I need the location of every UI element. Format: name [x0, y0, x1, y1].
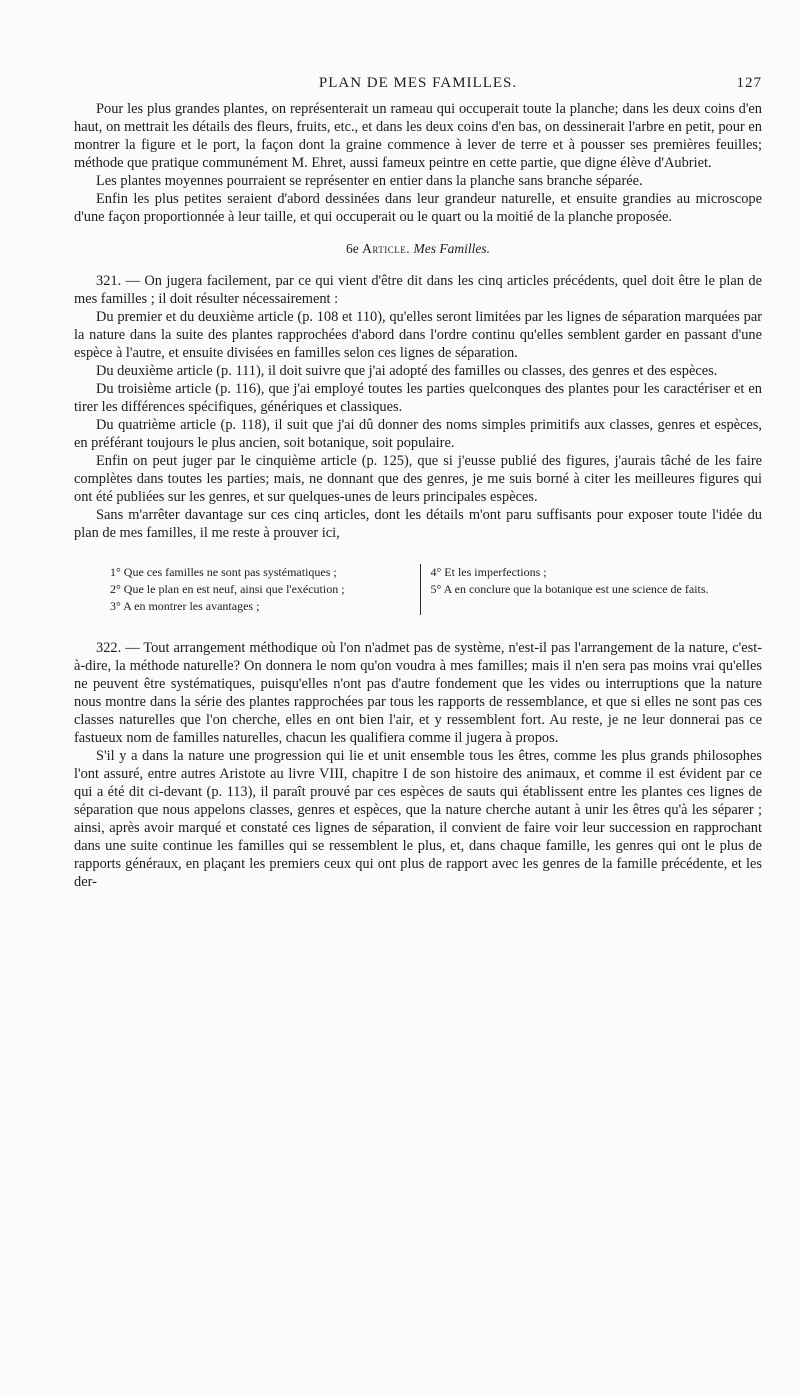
paragraph: Les plantes moyennes pourraient se représenter en entier dans la planche sans branche séparée. [96, 173, 643, 189]
list-item: 2° Que le plan en est neuf, ainsi que l'exécution ; [110, 582, 345, 596]
list-item: 1° Que ces familles ne sont pas systématiques ; [110, 565, 337, 579]
paragraph: Enfin on peut juger par le cinquième article (p. 125), que si j'eusse publié des figures, j'aurais tâché de les faire complètes dans toutes les parties; mais, ne donnant que des genres, je me suis borné à citer les meilleures figures qui ont été publiées sur les genres, et sur quelques-unes de leurs principales espèces. [74, 453, 762, 505]
running-head [74, 75, 762, 95]
paragraph: S'il y a dans la nature une progression qui lie et unit ensemble tous les êtres, comme les plus grands philosophes l'ont assuré, entre autres Aristote au livre VIII, chapitre I de son histoire des animaux, et comme il est évident par ce qui a été dit ci-devant (p. 113), il paraît prouvé par ces espèces de sauts qui établissent entre les plantes ces lignes de séparation que nous appelons classes, genres et espèces, que la nature cherche autant à unir les êtres qu'à les séparer ; ainsi, après avoir marqué et constaté ces lignes de séparation, il convient de faire voir leur succession en rapprochant dans une suite continue les familles qui se ressemblent le plus, et, dans chaque famille, les genres qui ont le plus de rapports généraux, en plaçant les premiers ceux qui ont plus de rapport avec les genres de la famille précédente, et les der- [74, 748, 762, 890]
list-item: 4° Et les imperfections ; [430, 565, 547, 579]
paragraph: Enfin les plus petites seraient d'abord dessinées dans leur grandeur naturelle, et ensuite grandies au microscope d'une façon proportionnée à leur taille, et qui occuperait ou le quart ou la moitié de la planche proposée. [74, 191, 762, 225]
paragraph: Pour les plus grandes plantes, on représenterait un rameau qui occuperait toute la planche; dans les deux coins d'en haut, on mettrait les détails des fleurs, fruits, etc., et dans les deux coins d'en bas, on dessinerait l'arbre en petit, pour en montrer la figure et le port, la façon dont la graine commence à lever de terre et à pousser ses premières feuilles; méthode que pratique communément M. Ehret, aussi fameux peintre en cette partie, que digne élève d'Aubriet. [74, 101, 762, 171]
list-item: 3° A en montrer les avantages ; [110, 599, 260, 613]
section-heading [74, 240, 762, 258]
running-title: PLAN DE MES FAMILLES. [318, 75, 518, 91]
paragraph: 321. — On jugera facilement, par ce qui vient d'être dit dans les cinq articles précédents, quel doit être le plan de mes familles ; il doit résulter nécessairement : [74, 273, 762, 307]
enumeration-column-right [421, 564, 741, 615]
paragraph: Du troisième article (p. 116), que j'ai employé toutes les parties quelconques des plantes pour les caractériser et en tirer les différences spécifiques, génériques et classiques. [74, 381, 762, 415]
list-item: 5° A en conclure que la botanique est une science de faits. [430, 582, 709, 596]
enumeration-list [100, 564, 740, 615]
section-number: 6e [345, 241, 359, 256]
body-text [74, 100, 762, 891]
enumeration-column-left [100, 564, 421, 615]
page-number: 127 [736, 75, 762, 91]
paragraph: Sans m'arrêter davantage sur ces cinq articles, dont les détails m'ont paru suffisants pour exposer toute l'idée du plan de mes familles, il me reste à prouver ici, [74, 507, 762, 541]
paragraph: 322. — Tout arrangement méthodique où l'on n'admet pas de système, n'est-il pas l'arrangement de la nature, c'est-à-dire, la méthode naturelle? On donnera le nom qu'on voudra à mes familles; mais il n'en sera pas moins vrai qu'elles ne peuvent être systématiques, puisqu'elles n'ont pas d'autre fondement que les vides ou interruptions que la nature nous montre dans la série des plantes rapprochées par tous les rapports de ressemblance, et que si elles ne sont pas ces classes naturelles que l'on cherche, elles en ont bien l'air, et y ressemblent fort. Au reste, je ne leur donnerai pas ce fastueux nom de familles naturelles, chacun les qualifiera comme il jugera à propos. [74, 640, 762, 746]
paragraph: Du premier et du deuxième article (p. 108 et 110), qu'elles seront limitées par les lignes de séparation marquées par la nature dans la suite des plantes rapprochées d'abord dans l'ordre continu qu'elles semblent garder en passant d'une espèce à l'autre, et ensuite divisées en familles selon ces lignes de séparation. [74, 309, 762, 361]
paragraph: Du deuxième article (p. 111), il doit suivre que j'ai adopté des familles ou classes, des genres et des espèces. [96, 363, 718, 379]
paragraph: Du quatrième article (p. 118), il suit que j'ai dû donner des noms simples primitifs aux classes, genres et espèces, en préférant toujours le plus ancien, soit botanique, soit populaire. [74, 417, 762, 451]
section-label: Article. [362, 241, 411, 256]
section-title: Mes Familles. [413, 241, 491, 256]
